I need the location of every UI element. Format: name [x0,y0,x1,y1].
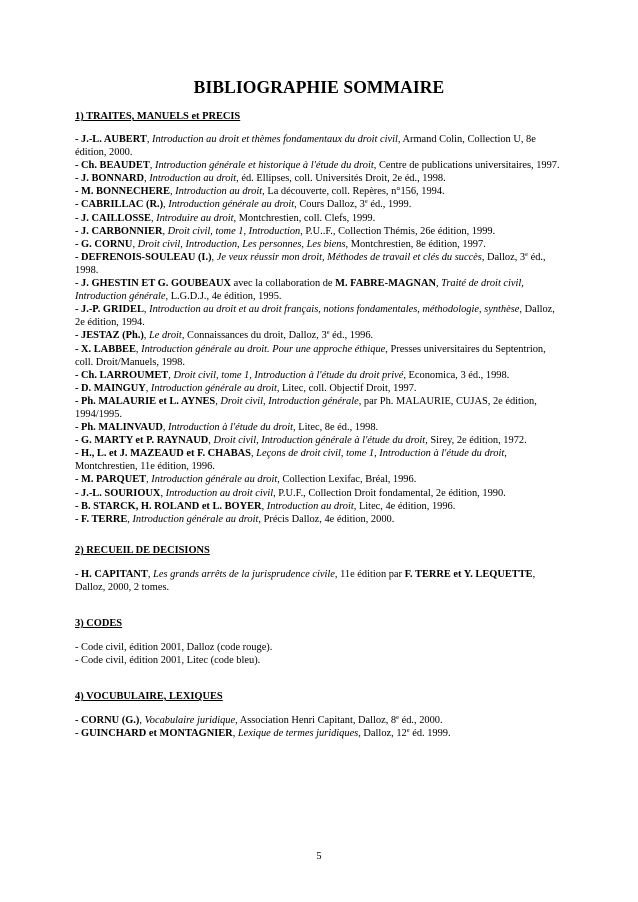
bib-entry-jestaz: - JESTAZ (Ph.), Le droit, Connaissances du droit, Dalloz, 3e éd., 1996. [75,329,374,342]
bib-entry-cornu-vocabulaire: - CORNU (G.), Vocabulaire juridique, Association Henri Capitant, Dalloz, 8e éd., 2000. [75,714,443,726]
section-heading-codes: 3) CODES [75,618,123,629]
bib-entry-carbonnier: - J. CARBONNIER, Droit civil, tome 1, Introduction, P.U..F., Collection Thémis, 26e édition, 1999. [75,225,496,237]
bib-entry-defrenois-souleau: - DEFRENOIS-SOULEAU (I.), Je veux réussir mon droit, Méthodes de travail et clés du succès, Dalloz, 3e éd., 1998. [75,250,546,276]
bib-entry-larroumet: - Ch. LARROUMET, Droit civil, tome 1, Introduction à l'étude du droit privé, Economica, 3 éd., 1998. [75,369,510,381]
bib-entry-ghestin-goubeaux: - J. GHESTIN ET G. GOUBEAUX avec la collaboration de M. FABRE-MAGNAN, Traité de droit civil, Introduction générale, L.G.D.J., 4e édition, 1995. [75,278,524,303]
bib-entry-aubert: - J.-L. AUBERT, Introduction au droit et thèmes fondamentaux du droit civil, Armand Colin, Collection U, 8e édition, 2000. [75,134,536,159]
bib-entry-mainguy: - D. MAINGUY, Introduction générale au droit, Litec, coll. Objectif Droit, 1997. [75,382,417,394]
code-entry-litec: - Code civil, édition 2001, Litec (code bleu). [75,655,261,667]
code-entry-dalloz: - Code civil, édition 2001, Dalloz (code rouge). [75,642,273,653]
section-codes-list [75,641,565,667]
bib-entry-bonnard: - J. BONNARD, Introduction au droit, éd. Ellipses, coll. Universités Droit, 2e éd., 1998. [75,173,446,185]
bib-entry-caillosse: - J. CAILLOSSE, Introduire au droit, Montchrestien, coll. Clefs, 1999. [75,212,376,224]
bib-entry-cornu: - G. CORNU, Droit civil, Introduction, Les personnes, Les biens, Montchrestien, 8e édition, 1997. [75,238,486,250]
bib-entry-parquet: - M. PARQUET, Introduction générale au droit, Collection Lexifac, Bréal, 1996. [75,474,417,486]
bib-entry-gridel: - J.-P. GRIDEL, Introduction au droit et au droit français, notions fondamentales, méthodologie, synthèse, Dalloz, 2e édition, 1994. [75,304,555,329]
bib-entry-malinvaud: - Ph. MALINVAUD, Introduction à l'étude du droit, Litec, 8e éd., 1998. [75,422,379,434]
section-heading-recueil: 2) RECUEIL DE DECISIONS [75,545,210,556]
page-number: 5 [316,851,322,862]
bib-entry-mazeaud-chabas: - H., L. et J. MAZEAUD et F. CHABAS, Leçons de droit civil, tome 1, Introduction à l'étude du droit, Montchrestien, 11e édition, 1996. [75,448,507,473]
bib-entry-labbee: - X. LABBEE, Introduction générale au droit. Pour une approche éthique, Presses universitaires du Septentrion, coll. Droit/Manuels, 1998. [75,343,546,368]
section-traites-list [75,133,565,526]
bib-entry-guinchard-montagnier: - GUINCHARD et MONTAGNIER, Lexique de termes juridiques, Dalloz, 12e éd. 1999. [75,727,451,740]
section-heading-traites: 1) TRAITES, MANUELS et PRECIS [75,111,241,122]
bib-entry-cabrillac: - CABRILLAC (R.), Introduction générale au droit, Cours Dalloz, 3e éd., 1999. [75,198,412,211]
bib-entry-starck-roland-boyer: - B. STARCK, H. ROLAND et L. BOYER, Introduction au droit, Litec, 4e édition, 1996. [75,500,456,512]
section-heading-vocabulaire: 4) VOCUBULAIRE, LEXIQUES [75,691,223,702]
bib-entry-malaurie-aynes: - Ph. MALAURIE et L. AYNES, Droit civil, Introduction générale, par Ph. MALAURIE, CUJAS, 2e édition, 1994/1995. [75,395,537,420]
bib-entry-bonnechere: - M. BONNECHERE, Introduction au droit, La découverte, coll. Repères, n°156, 1994. [75,186,445,198]
bib-entry-marty-raynaud: - G. MARTY et P. RAYNAUD, Droit civil, Introduction générale à l'étude du droit, Sirey, 2e édition, 1972. [75,435,527,447]
bib-entry-capitant: - H. CAPITANT, Les grands arrêts de la jurisprudence civile, 11e édition par F. TERRE et Y. LEQUETTE, Dalloz, 2000, 2 tomes. [75,569,536,594]
bib-entry-sourioux: - J.-L. SOURIOUX, Introduction au droit civil, P.U.F., Collection Droit fondamental, 2e édition, 1990. [75,487,506,499]
section-recueil-list [75,568,565,594]
bib-entry-beaudet: - Ch. BEAUDET, Introduction générale et historique à l'étude du droit, Centre de publications universitaires, 1997. [75,160,560,172]
page-title: BIBLIOGRAPHIE SOMMAIRE [193,77,445,97]
bib-entry-terre: - F. TERRE, Introduction générale au droit, Précis Dalloz, 4e édition, 2000. [75,513,395,525]
section-vocabulaire-list [75,714,565,740]
